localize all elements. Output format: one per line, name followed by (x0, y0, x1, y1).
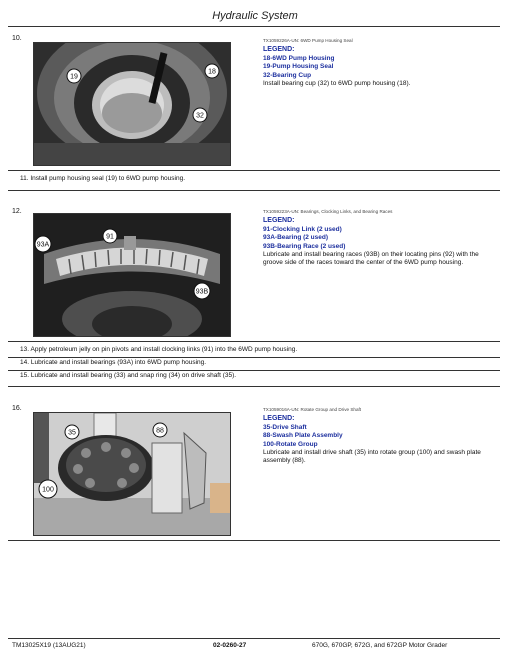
step-divider (8, 190, 500, 191)
callout-18-badge (205, 64, 219, 78)
callout-100: 100 (42, 486, 54, 494)
callout-19: 19 (70, 73, 78, 81)
callout-88: 88 (156, 427, 164, 435)
step-11-text (20, 175, 185, 182)
legend-item: 91-Clocking Link (2 used) (263, 225, 342, 233)
callout-91-badge (103, 229, 117, 243)
step-13-number: 13. (20, 346, 30, 353)
step-12-photo (33, 213, 231, 337)
step-15-body: Lubricate and install bearing (33) and snap ring (34) on drive shaft (35). (30, 372, 237, 379)
callout-32-badge (193, 108, 207, 122)
callout-18: 18 (208, 68, 216, 76)
step-divider (8, 370, 500, 371)
step-12-legend-title: LEGEND: (263, 217, 295, 225)
step-12-figure-id: TX1059223A-UN: Bearings, Clocking Links, and Bearing Races (263, 209, 393, 214)
callout-93b-badge (194, 283, 210, 299)
callout-93a: 93A (36, 241, 50, 249)
step-divider (8, 170, 500, 171)
callout-32: 32 (196, 112, 204, 120)
callout-91: 91 (106, 233, 114, 241)
step-11-body: Install pump housing seal (19) to 6WD pump housing. (30, 175, 186, 182)
callout-88-badge (153, 423, 167, 437)
step-10-legend-title: LEGEND: (263, 46, 295, 54)
step-16-figure-id: TX1059016A-UN: Rotate Group and Drive Shaft (263, 407, 362, 412)
callout-19-badge (67, 69, 81, 83)
legend-item: 93A-Bearing (2 used) (263, 234, 329, 242)
legend-item: 88-Swash Plate Assembly (263, 432, 343, 440)
footer-machine-models: 670G, 670GP, 672G, and 672GP Motor Grader (312, 642, 448, 649)
footer-rule (8, 638, 500, 639)
step-divider (8, 357, 500, 358)
step-16-caption (263, 406, 498, 466)
step-13-body: Apply petroleum jelly on pin pivots and install clocking links (91) into the 6WD pump housing. (30, 346, 298, 353)
step-10-instruction: Install bearing cup (32) to 6WD pump housing (18). (263, 80, 411, 88)
step-12-caption (263, 208, 498, 268)
step-10-figure-id: TX1059226A-UN: 6WD Pump Housing Seal (263, 38, 353, 43)
page-header-title: Hydraulic System (212, 10, 298, 22)
step-16-instruction: Lubricate and install drive shaft (35) into rotate group (100) and swash plate assembly (88). (263, 449, 481, 465)
step-13-text (20, 346, 297, 353)
step-12-number: 12. (12, 208, 22, 215)
callout-35: 35 (68, 429, 76, 437)
footer-doc-code: TM13025X19 (13AUG21) (12, 642, 86, 649)
step-10-photo (33, 42, 231, 166)
step-12-instruction: Lubricate and install bearing races (93B) on their locating pins (92) with the groove side of the races toward the center of the 6WD pump housing. (263, 251, 479, 267)
step-15-number: 15. (20, 372, 30, 379)
step-10-caption (263, 37, 498, 88)
step-14-text (20, 359, 206, 366)
footer-page-number: 02-0260-27 (213, 642, 247, 649)
callout-35-badge (65, 425, 79, 439)
legend-item: 93B-Bearing Race (2 used) (263, 242, 346, 250)
step-11-number: 11. (20, 175, 29, 182)
step-14-body: Lubricate and install bearings (93A) into 6WD pump housing. (30, 359, 207, 366)
legend-item: 100-Rotate Group (263, 440, 318, 448)
callout-93a-badge (35, 236, 51, 252)
step-divider (8, 386, 500, 387)
callout-100-badge (39, 480, 57, 498)
step-16-legend-title: LEGEND: (263, 415, 295, 423)
legend-item: 32-Bearing Cup (263, 71, 312, 79)
legend-item: 19-Pump Housing Seal (263, 63, 334, 71)
step-16-number: 16. (12, 405, 22, 412)
header-rule (8, 26, 500, 27)
step-15-text (20, 372, 236, 379)
step-14-number: 14. (20, 359, 30, 366)
legend-item: 35-Drive Shaft (263, 423, 307, 431)
step-10-number: 10. (12, 35, 22, 42)
callout-93b: 93B (195, 288, 209, 296)
legend-item: 18-6WD Pump Housing (263, 54, 335, 62)
step-divider (8, 540, 500, 541)
step-divider (8, 341, 500, 342)
step-16-photo (33, 412, 231, 536)
